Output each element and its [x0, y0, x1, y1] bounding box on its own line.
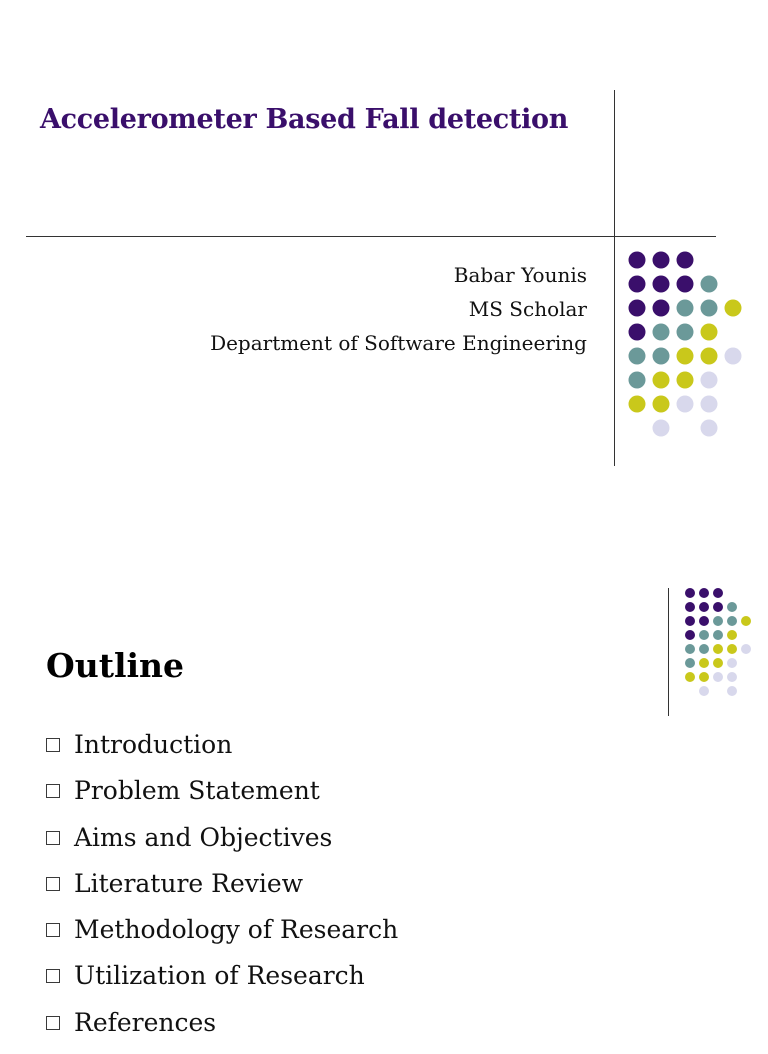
decor-dot — [699, 630, 709, 640]
decor-dot — [677, 348, 694, 365]
decor-dot — [699, 686, 709, 696]
decor-dot — [701, 372, 718, 389]
decor-dot — [629, 300, 646, 317]
decor-dot — [713, 630, 723, 640]
decor-dot — [677, 396, 694, 413]
decor-dot — [677, 276, 694, 293]
decor-dot — [629, 348, 646, 365]
decor-dot — [713, 644, 723, 654]
decor-dot — [653, 324, 670, 341]
decor-dot — [713, 602, 723, 612]
outline-slide — [0, 540, 768, 1037]
checkbox-bullet-icon — [46, 877, 60, 891]
decor-dot — [677, 252, 694, 269]
decor-dot — [699, 672, 709, 682]
decor-dot — [727, 658, 737, 668]
decor-dot — [713, 616, 723, 626]
vertical-divider — [614, 90, 615, 466]
checkbox-bullet-icon — [46, 738, 60, 752]
list-item: Problem Statement — [46, 776, 398, 822]
decor-dot — [685, 616, 695, 626]
decor-dot — [653, 348, 670, 365]
slide-title: Accelerometer Based Fall detection — [40, 104, 569, 135]
decor-dot — [713, 588, 723, 598]
decor-dot — [727, 602, 737, 612]
decor-dot — [653, 276, 670, 293]
dot-grid-decoration — [620, 250, 760, 440]
title-slide — [0, 0, 768, 520]
decor-dot — [741, 616, 751, 626]
decor-dot — [699, 644, 709, 654]
list-item: Methodology of Research — [46, 915, 398, 961]
decor-dot — [701, 348, 718, 365]
decor-dot — [677, 324, 694, 341]
decor-dot — [701, 396, 718, 413]
checkbox-bullet-icon — [46, 784, 60, 798]
outline-heading: Outline — [46, 646, 185, 685]
checkbox-bullet-icon — [46, 923, 60, 937]
decor-dot — [741, 644, 751, 654]
list-item: Literature Review — [46, 869, 398, 915]
decor-dot — [699, 588, 709, 598]
decor-dot — [701, 276, 718, 293]
decor-dot — [629, 276, 646, 293]
list-item: Aims and Objectives — [46, 823, 398, 869]
author-block — [210, 258, 587, 360]
decor-dot — [701, 420, 718, 437]
list-item: Introduction — [46, 730, 398, 776]
decor-dot — [727, 686, 737, 696]
decor-dot — [727, 616, 737, 626]
author-role: MS Scholar — [468, 297, 587, 321]
vertical-divider — [668, 588, 669, 716]
decor-dot — [653, 420, 670, 437]
decor-dot — [699, 602, 709, 612]
decor-dot — [727, 630, 737, 640]
decor-dot — [685, 658, 695, 668]
decor-dot — [685, 588, 695, 598]
decor-dot — [685, 644, 695, 654]
list-item: References — [46, 1008, 398, 1054]
decor-dot — [653, 300, 670, 317]
decor-dot — [629, 324, 646, 341]
outline-list — [46, 730, 398, 1054]
checkbox-bullet-icon — [46, 1016, 60, 1030]
decor-dot — [685, 630, 695, 640]
decor-dot — [677, 300, 694, 317]
decor-dot — [701, 300, 718, 317]
decor-dot — [713, 672, 723, 682]
decor-dot — [629, 372, 646, 389]
decor-dot — [685, 602, 695, 612]
author-name: Babar Younis — [453, 263, 587, 287]
checkbox-bullet-icon — [46, 831, 60, 845]
decor-dot — [725, 300, 742, 317]
decor-dot — [629, 252, 646, 269]
decor-dot — [629, 396, 646, 413]
decor-dot — [725, 348, 742, 365]
list-item: Utilization of Research — [46, 961, 398, 1007]
decor-dot — [727, 644, 737, 654]
decor-dot — [653, 252, 670, 269]
decor-dot — [727, 672, 737, 682]
decor-dot — [685, 672, 695, 682]
horizontal-divider — [26, 236, 716, 237]
checkbox-bullet-icon — [46, 969, 60, 983]
decor-dot — [699, 616, 709, 626]
decor-dot — [677, 372, 694, 389]
decor-dot — [713, 658, 723, 668]
decor-dot — [699, 658, 709, 668]
decor-dot — [653, 396, 670, 413]
author-department: Department of Software Engineering — [210, 331, 587, 355]
decor-dot — [701, 324, 718, 341]
decor-dot — [653, 372, 670, 389]
dot-grid-decoration — [680, 586, 760, 696]
